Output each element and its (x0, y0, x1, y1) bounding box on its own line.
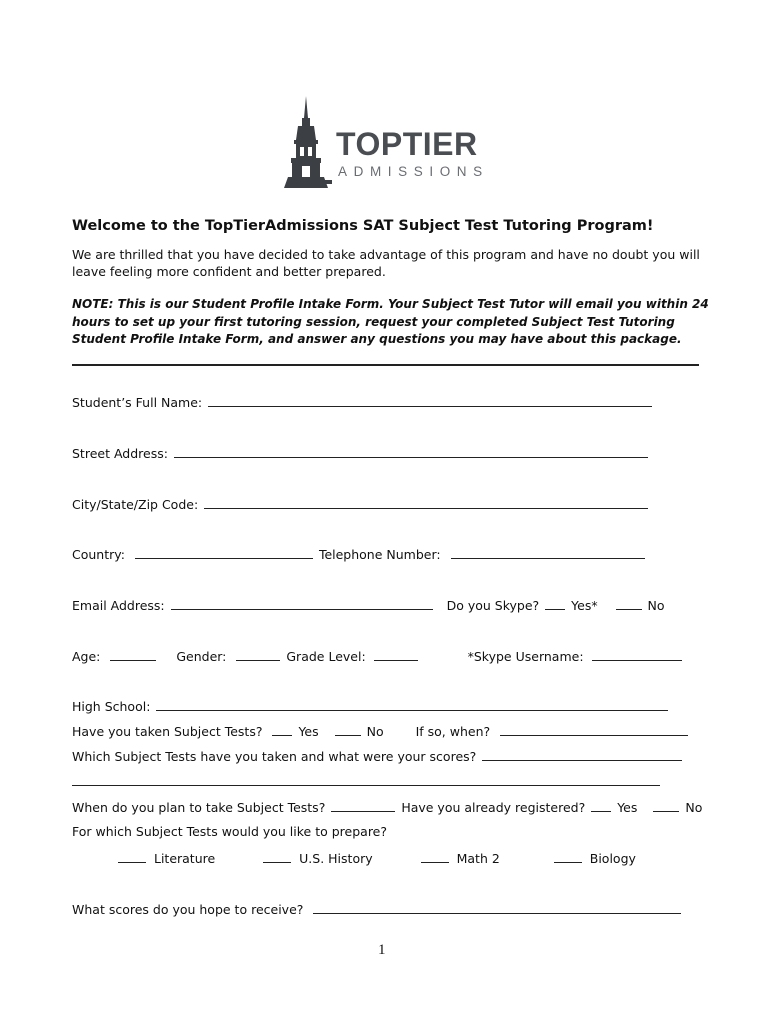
telephone-field[interactable] (451, 546, 645, 559)
divider (72, 364, 699, 366)
registered-no-field[interactable] (653, 799, 679, 812)
gender-field[interactable] (236, 648, 280, 661)
biology-field[interactable] (554, 850, 582, 863)
email-skype-row (72, 597, 665, 614)
skype-username-label: *Skype Username: (467, 649, 584, 664)
telephone-label: Telephone Number: (318, 547, 441, 562)
page-number: 1 (378, 942, 386, 958)
taken-tests-row (72, 723, 690, 740)
country-field[interactable] (135, 546, 313, 559)
math-label: Math 2 (456, 851, 500, 866)
street-field[interactable] (174, 445, 648, 458)
skype-yes-field[interactable] (545, 597, 565, 610)
if-so-label: If so, when? (415, 724, 491, 739)
intro-paragraph: We are thrilled that you have decided to take advantage of this program and have no doubt you will leave feeling more confident and better prepared. (72, 247, 700, 279)
registered-question: Have you already registered? (401, 800, 586, 815)
subject-options-row (118, 850, 636, 867)
scores-row (72, 901, 683, 918)
which-taken-field[interactable] (482, 748, 682, 761)
grade-field[interactable] (374, 648, 418, 661)
city-row (72, 496, 650, 513)
skype-yes-label: Yes* (571, 598, 598, 613)
taken-yes-label: Yes (298, 724, 319, 739)
page-title: Welcome to the TopTierAdmissions SAT Subject Test Tutoring Program! (72, 218, 654, 234)
scores-field[interactable] (313, 901, 681, 914)
age-field[interactable] (110, 648, 156, 661)
taken-no-label: No (366, 724, 384, 739)
high-school-row (72, 698, 670, 715)
full-name-field[interactable] (208, 394, 652, 407)
prepare-question: For which Subject Tests would you like to prepare? (72, 824, 388, 839)
full-name-row (72, 394, 654, 411)
scores-question: What scores do you hope to receive? (72, 902, 304, 917)
street-row (72, 445, 650, 462)
plan-question: When do you plan to take Subject Tests? (72, 800, 326, 815)
full-name-label: Student’s Full Name: (72, 395, 203, 410)
country-label: Country: (72, 547, 125, 562)
taken-no-field[interactable] (335, 723, 361, 736)
email-field[interactable] (171, 597, 433, 610)
plan-field[interactable] (331, 799, 395, 812)
gender-label: Gender: (176, 649, 227, 664)
logo-wordmark: TOPTIER (336, 126, 478, 162)
high-school-field[interactable] (156, 698, 668, 711)
plan-row (72, 799, 702, 816)
which-taken-continuation (72, 773, 660, 790)
skype-no-field[interactable] (616, 597, 642, 610)
city-field[interactable] (204, 496, 648, 509)
literature-field[interactable] (118, 850, 146, 863)
age-gender-row (72, 648, 684, 665)
toptier-logo (280, 96, 500, 188)
street-label: Street Address: (72, 446, 168, 461)
city-label: City/State/Zip Code: (72, 497, 199, 512)
country-phone-row (72, 546, 647, 563)
history-field[interactable] (263, 850, 291, 863)
logo-subtitle: ADMISSIONS (338, 164, 489, 179)
which-taken-row (72, 748, 684, 765)
math-field[interactable] (421, 850, 449, 863)
registered-yes-label: Yes (617, 800, 638, 815)
which-taken-field-line2[interactable] (72, 773, 660, 786)
if-so-field[interactable] (500, 723, 688, 736)
tower-icon (280, 96, 332, 188)
age-label: Age: (72, 649, 101, 664)
grade-label: Grade Level: (286, 649, 366, 664)
high-school-label: High School: (72, 699, 151, 714)
prepare-row (72, 824, 387, 840)
note-paragraph: NOTE: This is our Student Profile Intake Form. Your Subject Test Tutor will email you within 24 hours to set up your first tutoring session, request your completed Subject Test Tutoring Student Profile Intake Form, and answer any questions you may have about this package. (72, 297, 709, 346)
taken-yes-field[interactable] (272, 723, 292, 736)
email-label: Email Address: (72, 598, 165, 613)
taken-question: Have you taken Subject Tests? (72, 724, 263, 739)
history-label: U.S. History (299, 851, 373, 866)
skype-no-label: No (647, 598, 665, 613)
biology-label: Biology (589, 851, 636, 866)
registered-yes-field[interactable] (591, 799, 611, 812)
which-taken-label: Which Subject Tests have you taken and what were your scores? (72, 749, 477, 764)
registered-no-label: No (685, 800, 703, 815)
literature-label: Literature (153, 851, 216, 866)
skype-question: Do you Skype? (446, 598, 540, 613)
skype-username-field[interactable] (592, 648, 682, 661)
